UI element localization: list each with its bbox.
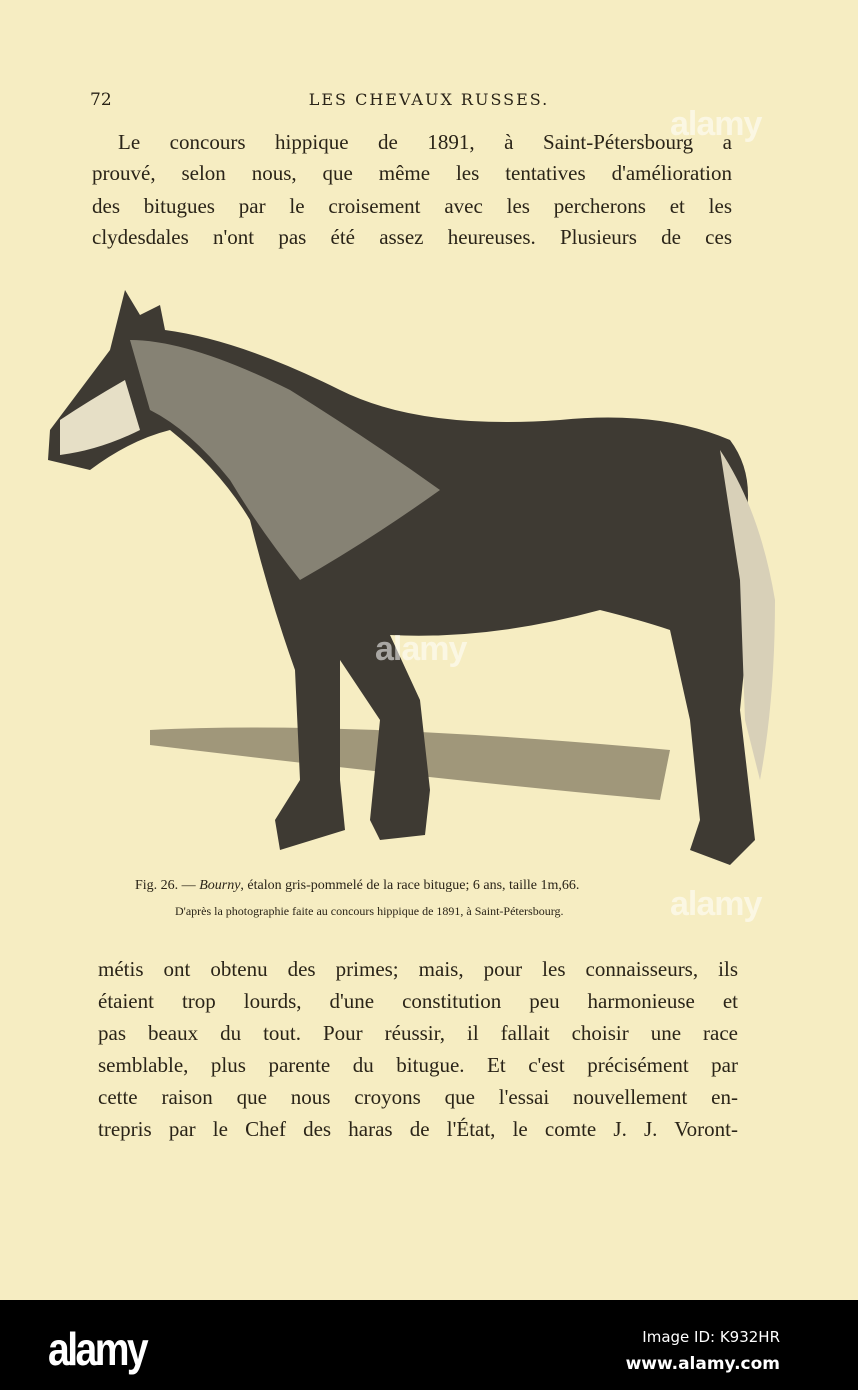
site-url: www.alamy.com (625, 1354, 780, 1374)
watermark: alamy (670, 105, 762, 143)
watermark-footer (0, 1300, 858, 1390)
caption-prefix: Fig. 26. — (135, 878, 200, 893)
text-line: métis ont obtenu des primes; mais, pour les connaisseurs, ils (98, 957, 738, 981)
text-line: trepris par le Chef des haras de l'État, le comte J. J. Voront- (98, 1117, 738, 1141)
text-line: des bitugues par le croisement avec les percherons et les (92, 194, 732, 218)
image-id: Image ID: K932HR (642, 1328, 780, 1346)
horse-illustration (40, 280, 780, 880)
figure-credit: D'après la photographie faite au concours hippique de 1891, à Saint-Pétersbourg. (175, 904, 564, 918)
text-line: Le concours hippique de 1891, à Saint-Pétersbourg a (118, 130, 732, 154)
text-line: étaient trop lourds, d'une constitution peu harmonieuse et (98, 989, 738, 1013)
figure-caption (135, 878, 579, 894)
text-line: cette raison que nous croyons que l'essai nouvellement en- (98, 1085, 738, 1109)
text-line: clydesdales n'ont pas été assez heureuses. Plusieurs de ces (92, 225, 732, 249)
watermark: alamy (375, 630, 467, 668)
page-number: 72 (90, 90, 112, 110)
running-title: LES CHEVAUX RUSSES. (308, 90, 550, 109)
caption-details: , étalon gris-pommelé de la race bitugue; 6 ans, taille 1m,66. (240, 878, 580, 893)
caption-horse-name: Bourny (199, 878, 241, 893)
text-line: semblable, plus parente du bitugue. Et c'est précisément par (98, 1053, 738, 1077)
watermark: alamy (670, 885, 762, 923)
text-line: prouvé, selon nous, que même les tentatives d'amélioration (92, 161, 732, 185)
alamy-logo: alamy (48, 1323, 147, 1375)
text-line: pas beaux du tout. Pour réussir, il fallait choisir une race (98, 1021, 738, 1045)
